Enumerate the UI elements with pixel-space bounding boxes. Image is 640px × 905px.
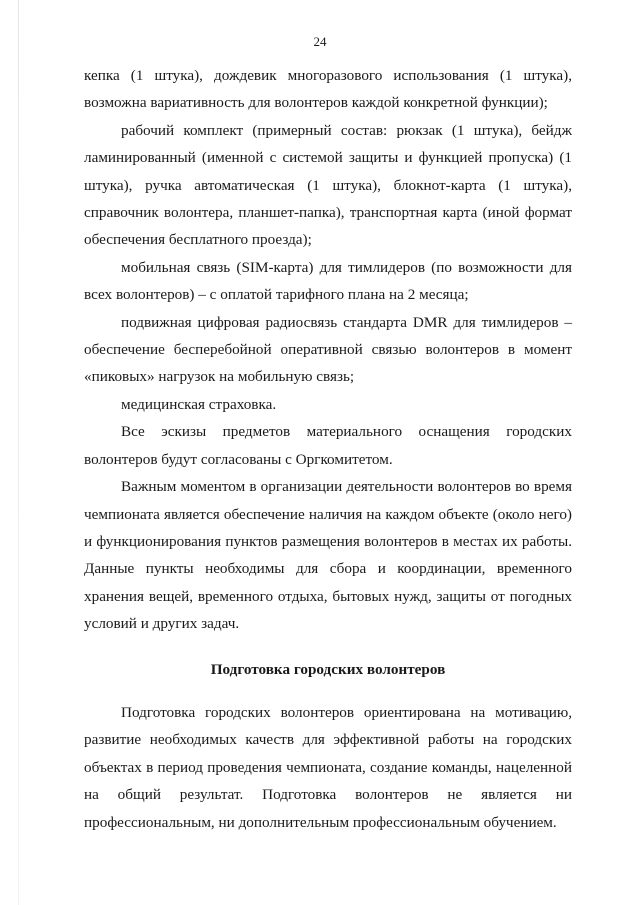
list-item-mobile-connection: мобильная связь (SIM-карта) для тимлидеров (по возможности для всех волонтеров) – с оплатой тарифного плана на 2 месяца; xyxy=(84,258,572,304)
list-item-work-kit: рабочий комплект (примерный состав: рюкзак (1 штука), бейдж ламинированный (именной с системой защиты и функцией пропуска) (1 штука), ручка автоматическая (1 штука), блокнот-карта (1 штука), справочник волонтера, планшет-папка), транспортная карта (иной формат обеспечения бесплатного проезда); xyxy=(84,121,572,249)
paragraph-continuation: кепка (1 штука), дождевик многоразового использования (1 штука), возможна вариативность для волонтеров каждой конкретной функции); xyxy=(84,67,572,112)
scan-edge-mark xyxy=(18,0,19,905)
list-item-medical-insurance: медицинская страховка. xyxy=(121,395,277,413)
paragraph-training: Подготовка городских волонтеров ориентирована на мотивацию, развитие необходимых качеств для эффективной работы на городских объектах в период проведения чемпионата, создание команды, нацеленной на общий результат. Подготовка волонтеров не является ни профессиональным, ни дополнительным профессиональным обучением. xyxy=(84,703,572,831)
section-heading: Подготовка городских волонтеров xyxy=(210,660,446,678)
paragraph-volunteer-points: Важным моментом в организации деятельности волонтеров во время чемпионата является обеспечение наличия на каждом объекте (около него) и функционирования пунктов размещения волонтеров в местах их работы. Данные пункты необходимы для сбора и координации, временного хранения вещей, временного отдыха, бытовых нужд, защиты от погодных условий и других задач. xyxy=(84,478,572,633)
page-number: 24 xyxy=(313,34,327,49)
document-body xyxy=(84,62,572,836)
list-item-radio-connection: подвижная цифровая радиосвязь стандарта DMR для тимлидеров – обеспечение бесперебойной оперативной связью волонтеров в момент «пиковых» нагрузок на мобильную связь; xyxy=(84,313,572,386)
paragraph-sketches: Все эскизы предметов материального оснащения городских волонтеров будут согласованы с Оргкомитетом. xyxy=(84,423,572,468)
